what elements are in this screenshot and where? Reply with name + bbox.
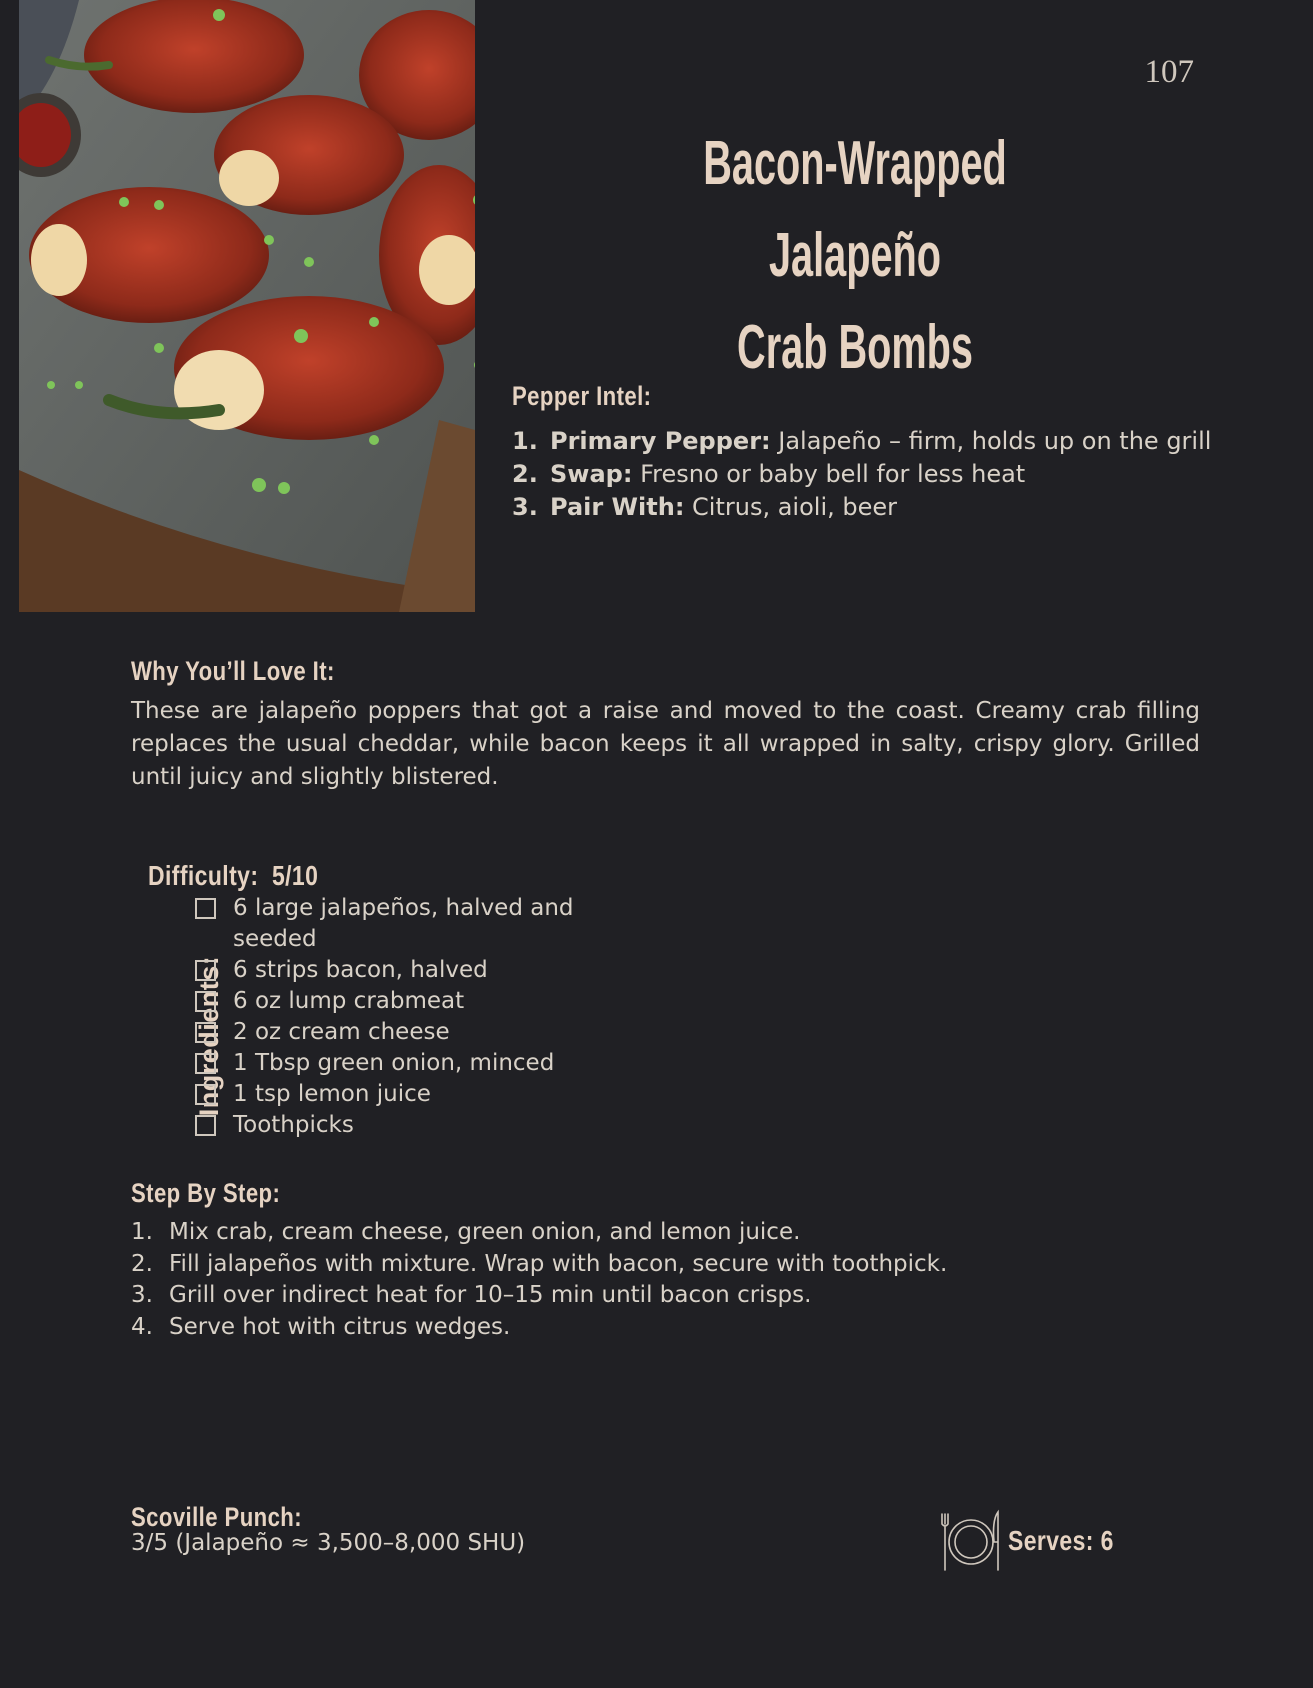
ingredient-item — [194, 1079, 614, 1110]
ingredient-text: Toothpicks — [233, 1112, 354, 1138]
ingredient-item — [194, 1110, 614, 1141]
ingredient-item — [194, 1017, 614, 1048]
ingredient-checkbox[interactable] — [195, 991, 216, 1012]
steps-heading-text: Step By Step: — [131, 1178, 281, 1208]
ingredient-checkbox[interactable] — [195, 1053, 216, 1074]
step-item — [131, 1249, 1131, 1281]
step-text: Serve hot with citrus wedges. — [169, 1313, 511, 1340]
scoville-heading — [131, 1502, 340, 1533]
step-item — [131, 1280, 1131, 1312]
bacon-jalapeno-photo — [19, 0, 475, 612]
why-heading — [131, 656, 380, 687]
ingredient-checkbox[interactable] — [195, 1084, 216, 1105]
step-text: Mix crab, cream cheese, green onion, and lemon juice. — [169, 1219, 801, 1245]
pepper-intel-number: 2. — [512, 460, 538, 488]
pepper-intel-item — [512, 425, 1212, 458]
ingredients-heading: Ingredients: — [194, 955, 224, 1117]
ingredient-checkbox[interactable] — [195, 1022, 216, 1043]
pepper-intel-text: Fresno or baby bell for less heat — [632, 460, 1026, 488]
scoville-heading-text: Scoville Punch: — [131, 1502, 303, 1532]
difficulty-label: Difficulty: — [147, 860, 258, 891]
pepper-intel-list — [512, 425, 1212, 524]
step-number: 1. — [131, 1219, 153, 1245]
ingredient-item — [194, 893, 614, 955]
ingredient-text: 6 strips bacon, halved — [233, 957, 488, 983]
step-text: Grill over indirect heat for 10–15 min until bacon crisps. — [169, 1282, 812, 1308]
recipe-title — [505, 118, 1205, 394]
pepper-intel-item — [512, 491, 1212, 524]
pepper-intel-label: Primary Pepper: — [550, 427, 771, 455]
steps-heading — [131, 1178, 313, 1209]
ingredient-item — [194, 986, 614, 1017]
ingredient-text: 1 tsp lemon juice — [233, 1081, 431, 1107]
why-description: These are jalapeño poppers that got a raise and moved to the coast. Creamy crab filling replaces the usual cheddar, while bacon keeps it all wrapped in salty, crispy glory. Grilled until juicy and slightly blistered. — [131, 698, 1200, 790]
serves-info — [938, 1508, 1137, 1574]
ingredient-item — [194, 955, 614, 986]
ingredient-item — [194, 1048, 614, 1079]
step-number: 3. — [131, 1282, 153, 1308]
step-number: 4. — [131, 1313, 153, 1340]
pepper-intel-heading-text: Pepper Intel: — [512, 381, 652, 411]
steps-list — [131, 1217, 1131, 1343]
plate-fork-knife-icon — [938, 1508, 1004, 1574]
recipe-title-line: Crab Bombs — [737, 313, 973, 382]
page-number: 107 — [1144, 54, 1194, 90]
step-item — [131, 1217, 1131, 1249]
pepper-intel-label: Pair With: — [550, 493, 685, 521]
difficulty-text — [148, 860, 318, 892]
ingredients-checklist — [194, 893, 614, 1141]
difficulty-rating — [131, 828, 355, 892]
pepper-intel-label: Swap: — [550, 460, 633, 488]
scoville-rating: 3/5 (Jalapeño ≈ 3,500–8,000 SHU) — [131, 1530, 526, 1556]
step-number: 2. — [131, 1250, 153, 1277]
pepper-intel-number: 1. — [512, 427, 538, 455]
ingredient-text: 6 large jalapeños, halved and seeded — [233, 895, 574, 952]
ingredient-text: 2 oz cream cheese — [233, 1019, 450, 1045]
why-heading-text: Why You’ll Love It: — [131, 656, 335, 686]
ingredient-checkbox[interactable] — [195, 960, 216, 981]
recipe-title-text — [575, 118, 1135, 394]
step-text: Fill jalapeños with mixture. Wrap with bacon, secure with toothpick. — [169, 1250, 948, 1277]
pepper-intel-text: Citrus, aioli, beer — [684, 493, 898, 521]
pepper-intel-heading — [512, 381, 682, 412]
recipe-photo — [19, 0, 475, 612]
serves-label-text: Serves: 6 — [1008, 1525, 1114, 1556]
pepper-intel-text: Jalapeño – firm, holds up on the grill — [770, 427, 1212, 455]
ingredient-text: 1 Tbsp green onion, minced — [233, 1050, 555, 1076]
recipe-title-line: Bacon-Wrapped Jalapeño — [703, 129, 1007, 290]
pepper-intel-number: 3. — [512, 493, 538, 521]
serves-label — [1008, 1525, 1137, 1557]
difficulty-value: 5/10 — [271, 860, 318, 891]
ingredient-checkbox[interactable] — [195, 1115, 216, 1136]
ingredient-checkbox[interactable] — [195, 898, 216, 919]
ingredient-text: 6 oz lump crabmeat — [233, 988, 465, 1014]
pepper-intel-item — [512, 458, 1212, 491]
step-item — [131, 1312, 1131, 1344]
